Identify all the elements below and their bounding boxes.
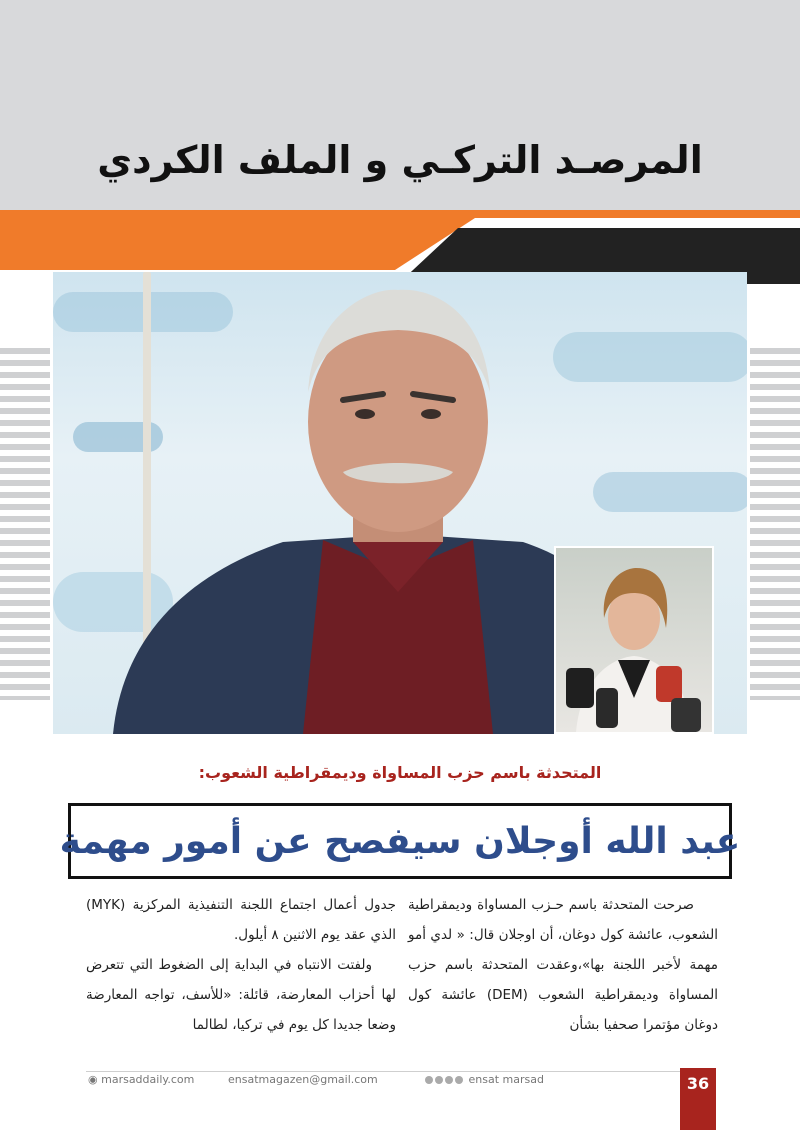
globe-icon: ◉	[88, 1073, 98, 1086]
footer-divider	[86, 1071, 716, 1072]
speaker-figure	[556, 548, 712, 732]
twitter-icon	[435, 1076, 443, 1084]
article-headline: عبد الله أوجلان سيفصح عن أمور مهمة	[59, 820, 741, 862]
social-handle: ensat marsad	[468, 1073, 544, 1086]
page-number: 36	[686, 1074, 710, 1093]
website-link[interactable]: marsaddaily.com	[101, 1073, 195, 1086]
paragraph: صرحت المتحدثة باسم حـزب المساواة وديمقراطية الشعوب، عائشة كول دوغان، أن اوجلان قال: « لدي أمو مهمة لأخبر اللجنة بها»،وعقدت المتحدثة باسم حزب المساواة وديمقراطية الشعوب (DEM) عائشة كول دوغان مؤتمرا صحفيا بشأن	[408, 897, 718, 1033]
footer-website[interactable]	[88, 1073, 194, 1086]
paragraph: جدول أعمال اجتماع اللجنة التنفيذية المركزية (MYK) الذي عقد يوم الاثنين ٨ أيلول.	[86, 897, 396, 943]
headline-box	[59, 803, 741, 879]
section-title: المرصـد التركـي و الملف الكردي	[97, 138, 703, 182]
facebook-icon	[425, 1076, 433, 1084]
footer-email[interactable]: ensatmagazen@gmail.com	[228, 1073, 378, 1086]
footer-social	[425, 1073, 544, 1086]
instagram-icon	[445, 1076, 453, 1084]
left-stripes-decoration	[0, 348, 50, 700]
paragraph: ولفتت الانتباه في البداية إلى الضغوط التي تتعرض لها أحزاب المعارضة، قائلة: «للأسف، تواجه المعارضة وضعا جديدا كل يوم في تركيا، لطالما	[86, 957, 396, 1033]
inset-press-photo	[554, 546, 714, 734]
youtube-icon	[455, 1076, 463, 1084]
article-column-right	[408, 890, 718, 1040]
right-stripes-decoration	[750, 348, 800, 700]
article-column-left	[86, 890, 396, 1040]
article-subtitle: المتحدثة باسم حزب المساواة وديمقراطية الشعوب:	[198, 763, 602, 782]
